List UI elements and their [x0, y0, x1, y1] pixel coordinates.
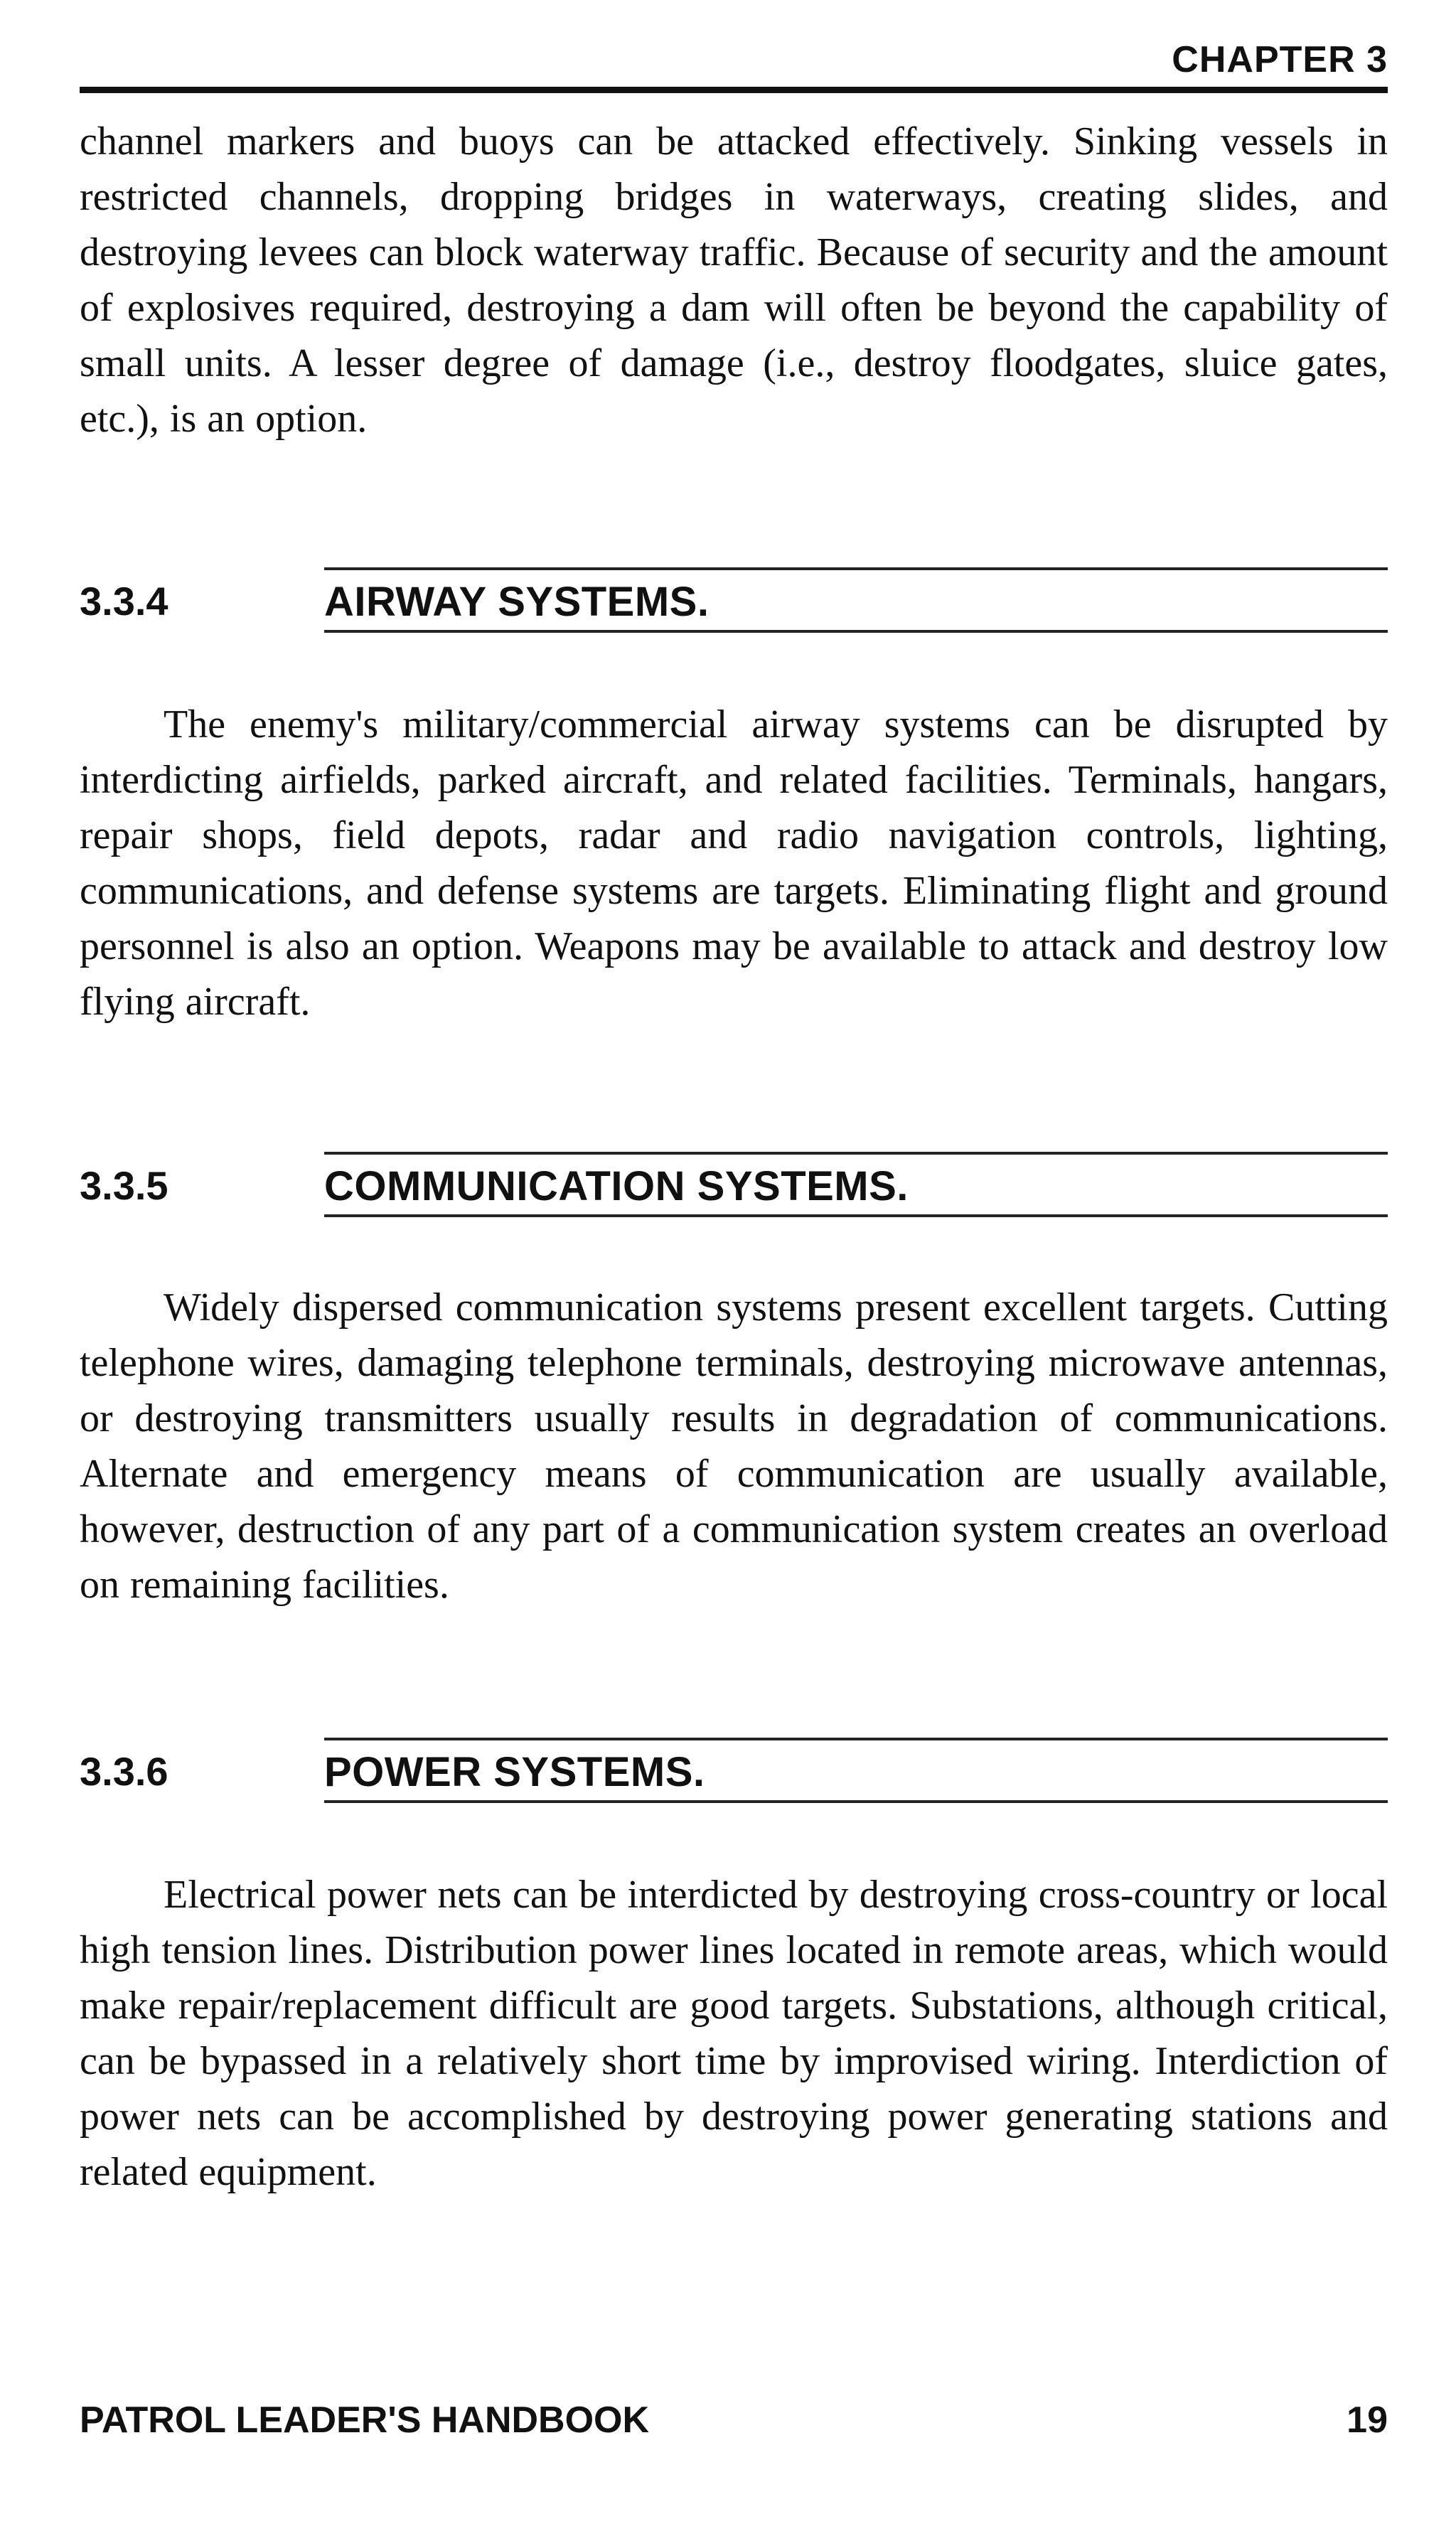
section-heading-power [80, 1738, 1388, 1804]
heading-rule-bottom [324, 630, 1388, 633]
section-heading-airway [80, 567, 1388, 634]
heading-rule-bottom [324, 1214, 1388, 1217]
section-body-airway: The enemy's military/commercial airway systems can be disrupted by interdicting airfields, parked aircraft, and related facilities. Terminals, hangars, repair shops, field depots, radar and radio navigation controls, lighting, communications, and defense systems are targets. Eliminating flight and ground personnel is also an option. Weapons may be available to attack and destroy low flying aircraft. [80, 702, 1388, 1024]
heading-rule-top [324, 1152, 1388, 1155]
section-number: 3.3.4 [80, 579, 168, 624]
section-title: AIRWAY SYSTEMS. [324, 579, 710, 625]
section-number: 3.3.5 [80, 1163, 168, 1208]
section-body-communication: Widely dispersed communication systems present excellent targets. Cutting telephone wires, damaging telephone terminals, destroying microwave antennas, or destroying transmitters usually results in degradation of communications. Alternate and emergency means of communication are usually available, however, destruction of any part of a communication system creates an overload on remaining facilities. [80, 1285, 1388, 1607]
heading-rule-top [324, 567, 1388, 570]
section-title: POWER SYSTEMS. [324, 1749, 705, 1795]
section-number: 3.3.6 [80, 1749, 168, 1794]
section-body-power: Electrical power nets can be interdicted by destroying cross-country or local high tension lines. Distribution power lines located in remote areas, which would make repair/replacement difficult are good targets. Substations, although critical, can be bypassed in a relatively short time by improvised wiring. Interdiction of power nets can be accomplished by destroying power generating stations and related equipment. [80, 1873, 1388, 2194]
running-head: CHAPTER 3 [1172, 39, 1388, 80]
section-title: COMMUNICATION SYSTEMS. [324, 1163, 909, 1209]
footer-book-title: PATROL LEADER'S HANDBOOK [80, 2400, 650, 2441]
intro-paragraph: channel markers and buoys can be attacked effectively. Sinking vessels in restricted channels, dropping bridges in waterways, creating slides, and destroying levees can block waterway traffic. Because of security and the amount of explosives required, destroying a dam will often be beyond the capability of small units. A lesser degree of damage (i.e., destroy floodgates, sluice gates, etc.), is an option. [80, 119, 1388, 441]
section-heading-communication [80, 1152, 1388, 1219]
document-page [80, 0, 1388, 2546]
heading-rule-bottom [324, 1800, 1388, 1803]
heading-rule-top [324, 1738, 1388, 1740]
header-rule [80, 87, 1388, 93]
page-number: 19 [1347, 2400, 1388, 2441]
